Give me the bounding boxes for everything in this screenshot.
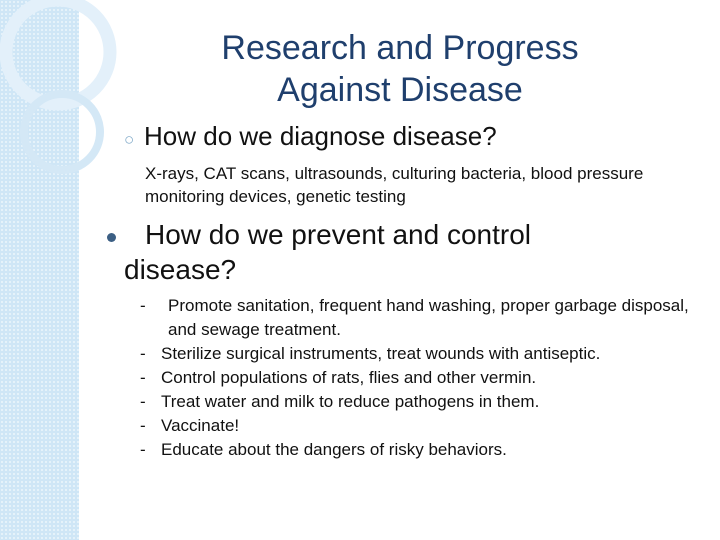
title-line-1: Research and Progress	[221, 29, 579, 67]
list-item-text: Promote sanitation, frequent hand washing, proper garbage disposal, and sewage treatment.	[168, 296, 689, 339]
list-item	[135, 414, 695, 438]
dash-marker: -	[140, 392, 146, 411]
diagnose-answer: X-rays, CAT scans, ultrasounds, culturing bacteria, blood pressure monitoring devices, genetic testing	[145, 164, 644, 206]
prevent-heading: How do we prevent and control disease?	[124, 219, 531, 285]
list-item-text: Control populations of rats, flies and other vermin.	[161, 368, 537, 387]
list-item-text: Sterilize surgical instruments, treat wounds with antiseptic.	[161, 344, 601, 363]
list-item-text: Educate about the dangers of risky behaviors.	[161, 440, 507, 459]
list-item	[135, 390, 695, 414]
dash-marker: -	[140, 440, 146, 459]
dash-marker: -	[140, 416, 146, 435]
dash-marker: -	[140, 368, 146, 387]
slide-title	[150, 27, 650, 111]
filled-dot-bullet-icon	[107, 233, 116, 242]
list-item-text: Treat water and milk to reduce pathogens in them.	[161, 392, 540, 411]
list-item	[135, 294, 695, 342]
title-line-2: Against Disease	[277, 71, 523, 109]
diagnose-heading: How do we diagnose disease?	[144, 121, 497, 151]
hollow-circle-bullet-icon: ○	[124, 130, 135, 149]
list-item	[135, 438, 695, 462]
dash-marker: -	[140, 344, 146, 363]
list-item	[135, 342, 695, 366]
list-item-text: Vaccinate!	[161, 416, 240, 435]
prevention-list	[135, 294, 695, 462]
list-item	[135, 366, 695, 390]
dash-marker: -	[140, 296, 146, 315]
